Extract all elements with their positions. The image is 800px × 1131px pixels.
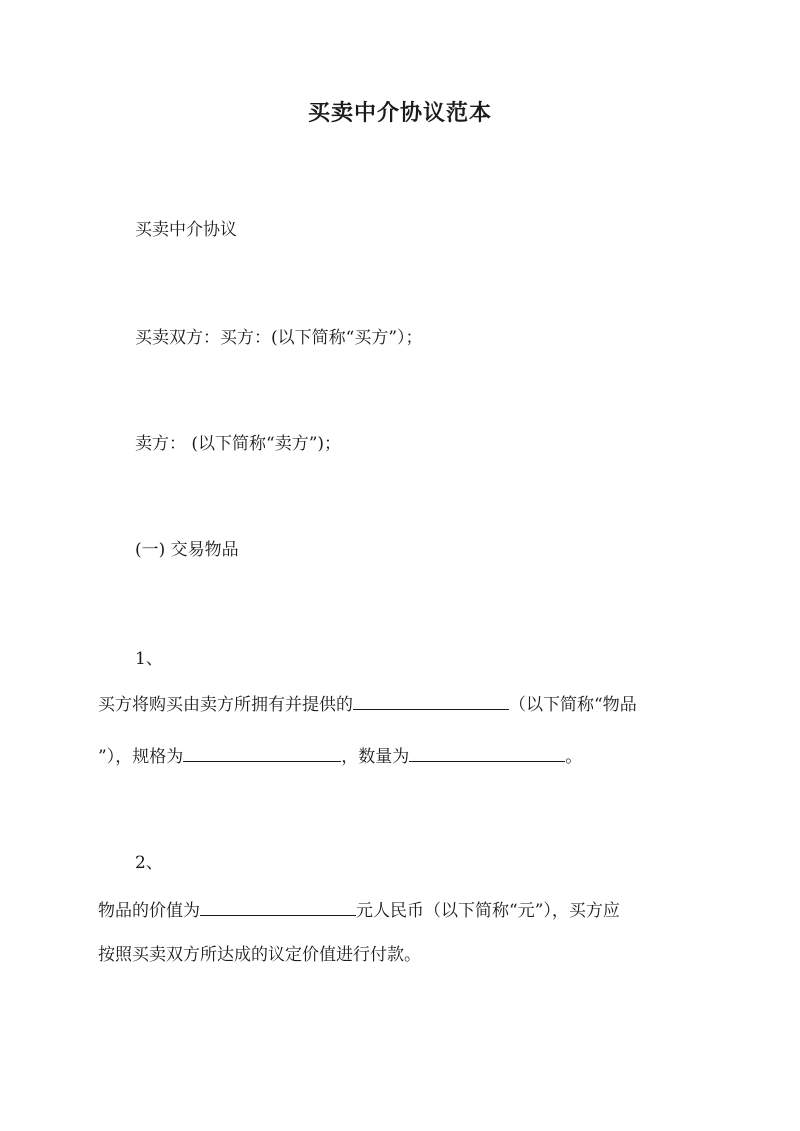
section-heading-goods: (一) 交易物品: [135, 540, 239, 560]
clause-2-line-2: 按照买卖双方所达成的议定价值进行付款。: [98, 945, 421, 965]
quantity-blank: [409, 744, 565, 762]
clause-1-text-b: （以下简称“物品: [509, 695, 637, 715]
specification-blank: [183, 744, 341, 762]
clause-2-text-b: 元人民币（以下简称“元”），买方应: [356, 901, 620, 921]
clause-1-text-d: ，数量为: [341, 747, 410, 767]
seller-line: 卖方： (以下简称“卖方”)；: [135, 434, 342, 454]
document-title: 买卖中介协议范本: [307, 100, 492, 126]
clause-2-text-a: 物品的价值为: [98, 901, 200, 921]
clause-1-text-a: 买方将购买由卖方所拥有并提供的: [98, 695, 353, 715]
clause-1-number: 1、: [135, 649, 163, 669]
clause-1-line-2: [98, 744, 582, 769]
clause-1-line-1: [98, 692, 637, 717]
goods-name-blank: [353, 692, 509, 710]
clause-2-number: 2、: [135, 853, 163, 873]
clause-2-line-1: [98, 898, 620, 923]
clause-1-text-e: 。: [565, 747, 583, 767]
value-blank: [200, 898, 356, 916]
buyer-line: 买卖双方：买方：(以下简称“买方”）；: [135, 328, 423, 348]
agreement-heading: 买卖中介协议: [135, 220, 237, 240]
clause-1-text-c: ”），规格为: [98, 747, 184, 767]
